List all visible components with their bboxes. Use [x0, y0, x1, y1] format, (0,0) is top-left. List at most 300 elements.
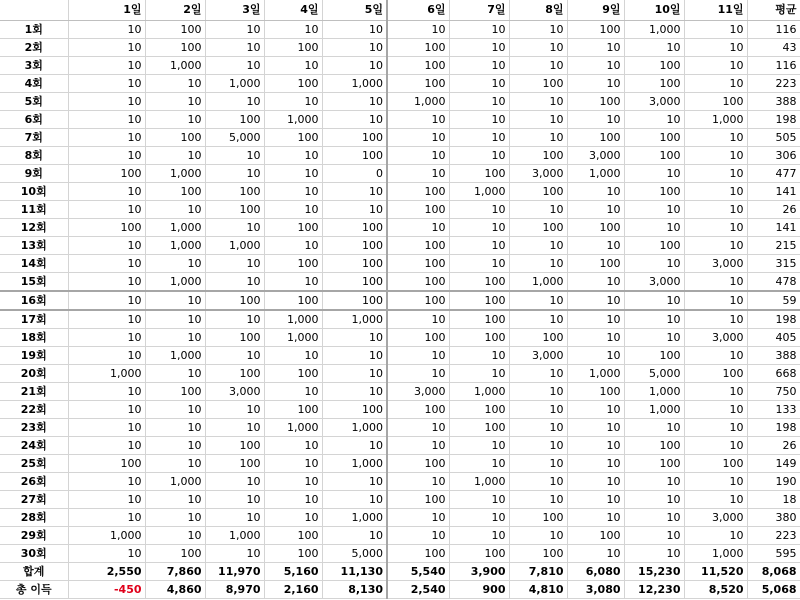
table-cell[interactable]: 10: [509, 56, 567, 74]
table-cell[interactable]: 10: [387, 472, 449, 490]
row-label[interactable]: 2회: [0, 38, 68, 56]
table-cell[interactable]: 100: [387, 272, 449, 291]
table-cell[interactable]: 10: [205, 490, 264, 508]
table-cell[interactable]: 100: [387, 328, 449, 346]
table-cell[interactable]: 10: [68, 74, 145, 92]
table-cell[interactable]: 3,000: [509, 164, 567, 182]
column-header[interactable]: 평균: [747, 0, 800, 20]
table-cell[interactable]: 10: [684, 400, 747, 418]
table-cell[interactable]: 7,810: [509, 562, 567, 580]
table-cell[interactable]: 100: [567, 254, 624, 272]
table-cell[interactable]: 10: [624, 200, 684, 218]
table-cell[interactable]: 26: [747, 200, 800, 218]
table-cell[interactable]: 10: [567, 328, 624, 346]
table-cell[interactable]: 315: [747, 254, 800, 272]
table-cell[interactable]: 100: [567, 218, 624, 236]
table-cell[interactable]: 10: [68, 110, 145, 128]
table-cell[interactable]: 100: [449, 544, 509, 562]
table-cell[interactable]: 26: [747, 436, 800, 454]
table-cell[interactable]: 8,068: [747, 562, 800, 580]
table-cell[interactable]: 10: [387, 346, 449, 364]
row-label[interactable]: 17회: [0, 310, 68, 329]
table-cell[interactable]: 100: [387, 236, 449, 254]
table-cell[interactable]: 10: [264, 236, 322, 254]
table-cell[interactable]: 10: [264, 346, 322, 364]
table-cell[interactable]: 10: [684, 310, 747, 329]
table-cell[interactable]: 10: [567, 346, 624, 364]
table-cell[interactable]: 10: [387, 364, 449, 382]
table-cell[interactable]: 10: [624, 110, 684, 128]
table-cell[interactable]: 10: [322, 328, 387, 346]
table-cell[interactable]: 10: [509, 454, 567, 472]
table-cell[interactable]: 10: [68, 20, 145, 38]
table-cell[interactable]: 100: [322, 146, 387, 164]
table-cell[interactable]: 10: [449, 454, 509, 472]
table-cell[interactable]: 1,000: [322, 74, 387, 92]
table-cell[interactable]: 11,520: [684, 562, 747, 580]
table-cell[interactable]: 10: [387, 20, 449, 38]
table-cell[interactable]: 3,000: [684, 254, 747, 272]
table-cell[interactable]: 100: [624, 56, 684, 74]
table-cell[interactable]: 10: [567, 472, 624, 490]
table-cell[interactable]: 10: [567, 454, 624, 472]
table-cell[interactable]: 100: [322, 400, 387, 418]
table-cell[interactable]: 11,970: [205, 562, 264, 580]
column-header[interactable]: 2일: [145, 0, 205, 20]
table-cell[interactable]: 10: [449, 254, 509, 272]
table-cell[interactable]: 10: [145, 328, 205, 346]
row-label[interactable]: 19회: [0, 346, 68, 364]
row-label[interactable]: 10회: [0, 182, 68, 200]
table-cell[interactable]: 10: [145, 254, 205, 272]
table-cell[interactable]: 10: [449, 110, 509, 128]
table-cell[interactable]: 10: [205, 254, 264, 272]
table-cell[interactable]: 10: [205, 310, 264, 329]
table-cell[interactable]: 10: [387, 164, 449, 182]
table-cell[interactable]: 10: [322, 490, 387, 508]
table-cell[interactable]: 10: [509, 291, 567, 310]
table-cell[interactable]: 100: [509, 146, 567, 164]
table-cell[interactable]: 100: [145, 182, 205, 200]
table-cell[interactable]: 10: [205, 92, 264, 110]
table-cell[interactable]: 141: [747, 218, 800, 236]
table-cell[interactable]: 10: [68, 92, 145, 110]
table-cell[interactable]: 100: [624, 436, 684, 454]
table-cell[interactable]: 10: [145, 92, 205, 110]
row-label[interactable]: 5회: [0, 92, 68, 110]
table-cell[interactable]: 10: [624, 254, 684, 272]
row-label[interactable]: 25회: [0, 454, 68, 472]
table-cell[interactable]: 3,000: [684, 508, 747, 526]
table-cell[interactable]: 10: [145, 364, 205, 382]
table-cell[interactable]: 100: [624, 346, 684, 364]
table-cell[interactable]: 100: [322, 236, 387, 254]
column-header[interactable]: 4일: [264, 0, 322, 20]
table-cell[interactable]: 10: [322, 200, 387, 218]
table-cell[interactable]: 10: [624, 38, 684, 56]
table-cell[interactable]: 1,000: [567, 364, 624, 382]
row-label[interactable]: 12회: [0, 218, 68, 236]
table-cell[interactable]: 10: [567, 38, 624, 56]
table-cell[interactable]: 1,000: [624, 400, 684, 418]
table-cell[interactable]: 10: [449, 56, 509, 74]
table-cell[interactable]: 668: [747, 364, 800, 382]
table-cell[interactable]: 10: [624, 526, 684, 544]
table-cell[interactable]: 10: [68, 346, 145, 364]
table-cell[interactable]: 10: [205, 272, 264, 291]
table-cell[interactable]: 10: [145, 146, 205, 164]
table-cell[interactable]: 10: [684, 526, 747, 544]
table-cell[interactable]: 100: [624, 236, 684, 254]
table-cell[interactable]: 3,080: [567, 580, 624, 598]
table-cell[interactable]: 10: [684, 418, 747, 436]
table-cell[interactable]: 10: [68, 182, 145, 200]
table-cell[interactable]: 10: [145, 436, 205, 454]
table-cell[interactable]: 141: [747, 182, 800, 200]
column-header[interactable]: 7일: [449, 0, 509, 20]
table-cell[interactable]: 10: [567, 182, 624, 200]
table-cell[interactable]: 100: [205, 328, 264, 346]
table-cell[interactable]: 10: [322, 526, 387, 544]
table-cell[interactable]: 100: [624, 182, 684, 200]
table-cell[interactable]: 100: [264, 526, 322, 544]
row-label[interactable]: 7회: [0, 128, 68, 146]
row-label[interactable]: 1회: [0, 20, 68, 38]
table-cell[interactable]: 10: [624, 490, 684, 508]
table-cell[interactable]: 10: [449, 436, 509, 454]
table-cell[interactable]: 10: [264, 490, 322, 508]
table-cell[interactable]: 5,000: [205, 128, 264, 146]
table-cell[interactable]: 1,000: [145, 236, 205, 254]
row-label[interactable]: 9회: [0, 164, 68, 182]
table-cell[interactable]: 1,000: [509, 272, 567, 291]
table-cell[interactable]: 10: [449, 38, 509, 56]
table-cell[interactable]: 3,000: [624, 92, 684, 110]
table-cell[interactable]: 1,000: [205, 236, 264, 254]
table-cell[interactable]: 3,000: [624, 272, 684, 291]
table-cell[interactable]: 100: [387, 74, 449, 92]
table-cell[interactable]: 10: [567, 508, 624, 526]
table-cell[interactable]: 388: [747, 346, 800, 364]
table-cell[interactable]: 3,000: [567, 146, 624, 164]
table-cell[interactable]: 100: [145, 544, 205, 562]
table-cell[interactable]: 1,000: [322, 508, 387, 526]
table-cell[interactable]: 5,000: [322, 544, 387, 562]
table-cell[interactable]: 10: [264, 92, 322, 110]
table-cell[interactable]: 8,130: [322, 580, 387, 598]
table-cell[interactable]: 1,000: [68, 364, 145, 382]
table-cell[interactable]: 100: [624, 146, 684, 164]
table-cell[interactable]: 215: [747, 236, 800, 254]
table-cell[interactable]: 10: [684, 272, 747, 291]
table-cell[interactable]: 10: [387, 128, 449, 146]
table-cell[interactable]: 10: [145, 400, 205, 418]
column-header[interactable]: 3일: [205, 0, 264, 20]
table-cell[interactable]: 116: [747, 20, 800, 38]
table-cell[interactable]: 10: [145, 454, 205, 472]
table-cell[interactable]: 100: [68, 454, 145, 472]
table-cell[interactable]: 100: [322, 272, 387, 291]
table-cell[interactable]: 10: [684, 346, 747, 364]
table-cell[interactable]: 100: [567, 526, 624, 544]
table-cell[interactable]: 10: [205, 56, 264, 74]
table-cell[interactable]: 10: [509, 418, 567, 436]
row-label[interactable]: 21회: [0, 382, 68, 400]
table-cell[interactable]: 1,000: [567, 164, 624, 182]
table-cell[interactable]: 10: [264, 454, 322, 472]
table-cell[interactable]: 100: [684, 92, 747, 110]
table-cell[interactable]: 10: [567, 544, 624, 562]
table-cell[interactable]: 10: [684, 128, 747, 146]
table-cell[interactable]: 100: [264, 364, 322, 382]
table-cell[interactable]: 100: [449, 328, 509, 346]
table-cell[interactable]: 190: [747, 472, 800, 490]
table-cell[interactable]: 10: [509, 490, 567, 508]
table-cell[interactable]: 1,000: [387, 92, 449, 110]
table-cell[interactable]: 10: [322, 346, 387, 364]
table-cell[interactable]: 149: [747, 454, 800, 472]
table-cell[interactable]: 100: [264, 38, 322, 56]
table-cell[interactable]: 100: [449, 291, 509, 310]
table-cell[interactable]: 10: [449, 20, 509, 38]
table-cell[interactable]: 10: [68, 236, 145, 254]
table-cell[interactable]: 10: [145, 200, 205, 218]
table-cell[interactable]: 100: [322, 128, 387, 146]
table-cell[interactable]: 100: [322, 218, 387, 236]
table-cell[interactable]: 10: [205, 418, 264, 436]
table-cell[interactable]: 10: [205, 508, 264, 526]
table-cell[interactable]: 10: [387, 146, 449, 164]
table-cell[interactable]: 10: [145, 508, 205, 526]
table-cell[interactable]: 10: [449, 364, 509, 382]
table-cell[interactable]: 100: [264, 291, 322, 310]
table-cell[interactable]: 595: [747, 544, 800, 562]
table-cell[interactable]: 100: [624, 128, 684, 146]
table-cell[interactable]: 100: [387, 454, 449, 472]
table-cell[interactable]: 4,860: [145, 580, 205, 598]
table-cell[interactable]: 223: [747, 74, 800, 92]
table-cell[interactable]: 100: [387, 182, 449, 200]
table-cell[interactable]: 100: [264, 128, 322, 146]
table-cell[interactable]: 1,000: [264, 328, 322, 346]
table-cell[interactable]: 10: [509, 526, 567, 544]
table-cell[interactable]: 10: [387, 526, 449, 544]
table-cell[interactable]: 100: [322, 291, 387, 310]
table-cell[interactable]: 10: [684, 218, 747, 236]
table-cell[interactable]: 100: [509, 328, 567, 346]
table-cell[interactable]: 5,160: [264, 562, 322, 580]
column-header[interactable]: 6일: [387, 0, 449, 20]
row-label[interactable]: 16회: [0, 291, 68, 310]
table-cell[interactable]: 10: [509, 310, 567, 329]
table-cell[interactable]: 1,000: [205, 526, 264, 544]
table-cell[interactable]: 10: [68, 200, 145, 218]
table-cell[interactable]: 10: [684, 164, 747, 182]
table-cell[interactable]: 100: [449, 272, 509, 291]
table-cell[interactable]: 59: [747, 291, 800, 310]
table-cell[interactable]: 10: [68, 400, 145, 418]
table-cell[interactable]: 10: [322, 56, 387, 74]
table-cell[interactable]: 10: [684, 236, 747, 254]
table-cell[interactable]: 10: [509, 254, 567, 272]
table-cell[interactable]: 100: [387, 291, 449, 310]
table-cell[interactable]: 3,000: [205, 382, 264, 400]
column-header[interactable]: 8일: [509, 0, 567, 20]
table-cell[interactable]: 10: [68, 56, 145, 74]
column-header[interactable]: 1일: [68, 0, 145, 20]
table-cell[interactable]: 10: [145, 418, 205, 436]
table-cell[interactable]: 10: [68, 38, 145, 56]
table-cell[interactable]: 1,000: [322, 418, 387, 436]
table-cell[interactable]: 388: [747, 92, 800, 110]
table-cell[interactable]: 10: [68, 128, 145, 146]
table-cell[interactable]: 10: [145, 526, 205, 544]
table-cell[interactable]: 10: [449, 526, 509, 544]
row-label[interactable]: 6회: [0, 110, 68, 128]
table-cell[interactable]: 505: [747, 128, 800, 146]
table-cell[interactable]: -450: [68, 580, 145, 598]
table-cell[interactable]: 10: [322, 472, 387, 490]
column-header[interactable]: 9일: [567, 0, 624, 20]
row-label[interactable]: 22회: [0, 400, 68, 418]
table-cell[interactable]: 10: [264, 508, 322, 526]
table-cell[interactable]: 10: [567, 272, 624, 291]
table-cell[interactable]: 100: [387, 544, 449, 562]
table-cell[interactable]: 10: [68, 508, 145, 526]
table-cell[interactable]: 100: [387, 400, 449, 418]
table-cell[interactable]: 10: [264, 146, 322, 164]
table-cell[interactable]: 8,520: [684, 580, 747, 598]
table-cell[interactable]: 10: [509, 200, 567, 218]
table-cell[interactable]: 10: [509, 400, 567, 418]
table-cell[interactable]: 750: [747, 382, 800, 400]
table-cell[interactable]: 10: [387, 508, 449, 526]
table-cell[interactable]: 10: [205, 146, 264, 164]
table-cell[interactable]: 100: [684, 454, 747, 472]
row-label[interactable]: 11회: [0, 200, 68, 218]
table-cell[interactable]: 10: [624, 164, 684, 182]
table-cell[interactable]: 100: [68, 218, 145, 236]
table-cell[interactable]: 1,000: [145, 218, 205, 236]
table-cell[interactable]: 1,000: [684, 110, 747, 128]
table-cell[interactable]: 10: [322, 92, 387, 110]
table-cell[interactable]: 100: [264, 400, 322, 418]
table-cell[interactable]: 100: [567, 20, 624, 38]
table-cell[interactable]: 10: [567, 74, 624, 92]
table-cell[interactable]: 100: [205, 364, 264, 382]
table-cell[interactable]: 10: [449, 508, 509, 526]
table-cell[interactable]: 198: [747, 110, 800, 128]
table-cell[interactable]: 10: [322, 382, 387, 400]
table-cell[interactable]: 10: [387, 310, 449, 329]
table-cell[interactable]: 100: [68, 164, 145, 182]
table-cell[interactable]: 10: [509, 364, 567, 382]
row-label[interactable]: 8회: [0, 146, 68, 164]
table-cell[interactable]: 10: [449, 236, 509, 254]
table-cell[interactable]: 10: [264, 20, 322, 38]
table-cell[interactable]: 100: [509, 74, 567, 92]
table-cell[interactable]: 4,810: [509, 580, 567, 598]
table-cell[interactable]: 10: [509, 436, 567, 454]
table-cell[interactable]: 10: [205, 20, 264, 38]
table-cell[interactable]: 10: [449, 146, 509, 164]
table-cell[interactable]: 100: [624, 454, 684, 472]
table-cell[interactable]: 100: [205, 436, 264, 454]
table-cell[interactable]: 100: [449, 310, 509, 329]
table-cell[interactable]: 116: [747, 56, 800, 74]
table-cell[interactable]: 10: [509, 110, 567, 128]
table-cell[interactable]: 3,000: [684, 328, 747, 346]
table-cell[interactable]: 1,000: [264, 310, 322, 329]
table-cell[interactable]: 478: [747, 272, 800, 291]
table-cell[interactable]: 100: [567, 92, 624, 110]
table-cell[interactable]: 2,540: [387, 580, 449, 598]
row-label[interactable]: 24회: [0, 436, 68, 454]
table-cell[interactable]: 10: [68, 310, 145, 329]
table-cell[interactable]: 1,000: [322, 310, 387, 329]
table-cell[interactable]: 10: [567, 236, 624, 254]
table-cell[interactable]: 1,000: [624, 20, 684, 38]
table-cell[interactable]: 100: [387, 38, 449, 56]
table-cell[interactable]: 15,230: [624, 562, 684, 580]
table-cell[interactable]: 10: [205, 400, 264, 418]
table-cell[interactable]: 405: [747, 328, 800, 346]
table-cell[interactable]: 10: [567, 418, 624, 436]
table-cell[interactable]: 10: [322, 20, 387, 38]
table-cell[interactable]: 10: [68, 472, 145, 490]
table-cell[interactable]: 100: [264, 544, 322, 562]
table-cell[interactable]: 100: [624, 74, 684, 92]
table-cell[interactable]: 477: [747, 164, 800, 182]
table-cell[interactable]: 7,860: [145, 562, 205, 580]
table-cell[interactable]: 3,000: [387, 382, 449, 400]
table-cell[interactable]: 100: [145, 382, 205, 400]
row-label[interactable]: 28회: [0, 508, 68, 526]
row-label[interactable]: 18회: [0, 328, 68, 346]
table-cell[interactable]: 10: [567, 310, 624, 329]
table-cell[interactable]: 100: [509, 544, 567, 562]
table-cell[interactable]: 8,970: [205, 580, 264, 598]
table-cell[interactable]: 1,000: [264, 110, 322, 128]
table-cell[interactable]: 100: [509, 182, 567, 200]
table-cell[interactable]: 100: [387, 490, 449, 508]
row-label[interactable]: 3회: [0, 56, 68, 74]
table-cell[interactable]: 12,230: [624, 580, 684, 598]
table-cell[interactable]: 198: [747, 310, 800, 329]
table-cell[interactable]: 10: [387, 436, 449, 454]
table-cell[interactable]: 100: [567, 382, 624, 400]
table-cell[interactable]: 10: [68, 544, 145, 562]
table-cell[interactable]: 10: [264, 182, 322, 200]
table-cell[interactable]: 100: [322, 254, 387, 272]
table-cell[interactable]: 10: [68, 254, 145, 272]
table-cell[interactable]: 306: [747, 146, 800, 164]
table-cell[interactable]: 133: [747, 400, 800, 418]
table-cell[interactable]: 100: [205, 200, 264, 218]
table-cell[interactable]: 10: [68, 328, 145, 346]
table-cell[interactable]: 10: [684, 38, 747, 56]
row-label[interactable]: 29회: [0, 526, 68, 544]
table-cell[interactable]: 10: [684, 472, 747, 490]
table-cell[interactable]: 10: [624, 218, 684, 236]
table-cell[interactable]: 10: [509, 92, 567, 110]
table-cell[interactable]: 10: [509, 38, 567, 56]
table-cell[interactable]: 11,130: [322, 562, 387, 580]
table-cell[interactable]: 10: [322, 38, 387, 56]
table-cell[interactable]: 10: [322, 436, 387, 454]
table-cell[interactable]: 10: [145, 310, 205, 329]
table-cell[interactable]: 5,000: [624, 364, 684, 382]
